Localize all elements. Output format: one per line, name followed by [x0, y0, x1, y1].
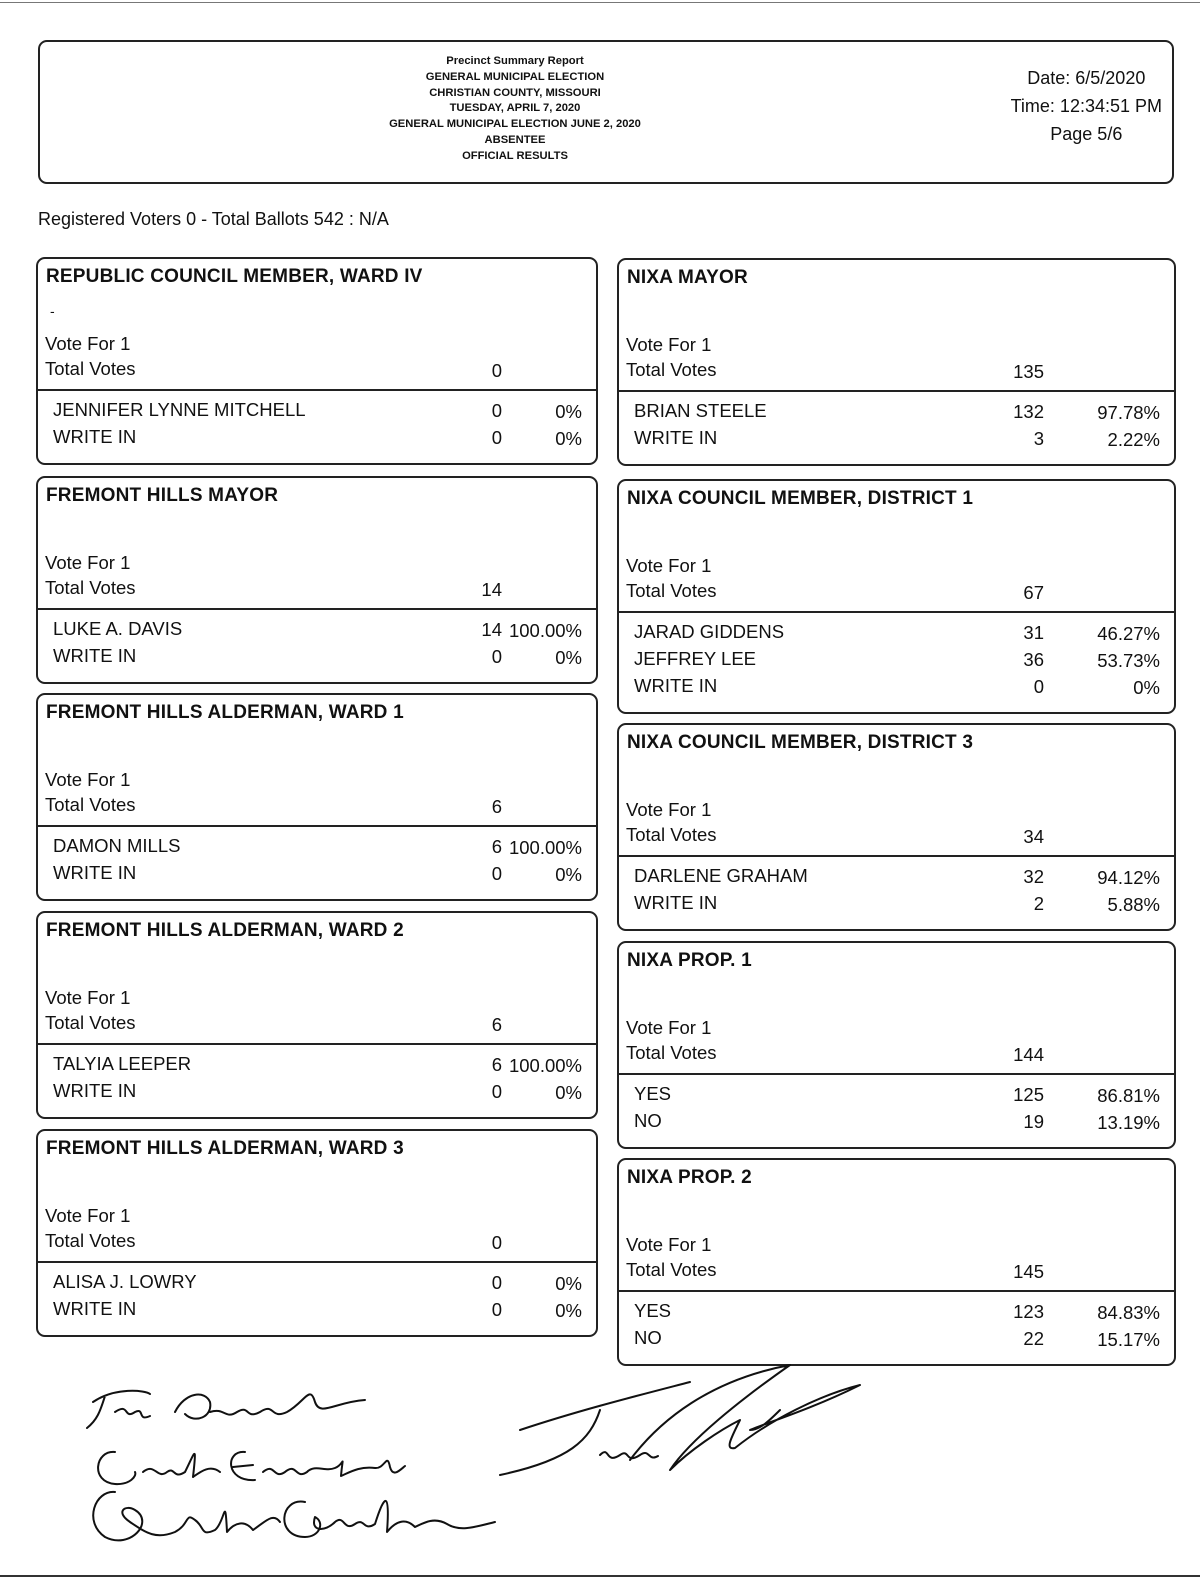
total-votes-label: Total Votes [626, 1259, 717, 1280]
total-votes-label: Total Votes [626, 359, 717, 380]
candidate-votes: 6 [491, 836, 502, 857]
candidate-percent: 13.19% [1097, 1112, 1160, 1133]
candidate-votes: 31 [1023, 622, 1044, 643]
candidate-row [619, 675, 1174, 702]
contest-title: REPUBLIC COUNCIL MEMBER, WARD IV [46, 266, 423, 287]
contest-divider [619, 1073, 1174, 1075]
candidate-name: WRITE IN [53, 645, 137, 666]
candidate-votes: 22 [1023, 1328, 1044, 1349]
candidate-votes: 19 [1023, 1111, 1044, 1132]
report-title-block [340, 54, 690, 165]
candidate-percent: 53.73% [1097, 650, 1160, 671]
total-votes-value: 6 [491, 796, 502, 817]
candidate-votes: 0 [491, 1272, 502, 1293]
candidate-name: TALYIA LEEPER [53, 1053, 192, 1074]
candidate-votes: 0 [491, 1081, 502, 1102]
candidate-percent: 86.81% [1097, 1085, 1160, 1106]
contest-divider [38, 1261, 596, 1263]
total-votes-label: Total Votes [45, 577, 136, 598]
total-votes-label: Total Votes [45, 794, 136, 815]
contest-title: NIXA PROP. 1 [627, 950, 752, 971]
total-votes-label: Total Votes [45, 1230, 136, 1251]
candidate-percent: 0% [555, 1300, 582, 1321]
candidate-name: NO [634, 1110, 662, 1131]
candidate-votes: 3 [1033, 428, 1044, 449]
report-title: Precinct Summary Report [446, 55, 584, 67]
election-name: GENERAL MUNICIPAL ELECTION [425, 70, 605, 83]
contest-note: - [50, 303, 55, 319]
contest-title: FREMONT HILLS ALDERMAN, WARD 1 [46, 702, 404, 723]
signature-lisa-russell [87, 1391, 365, 1428]
candidate-percent: 100.00% [508, 1055, 582, 1076]
candidate-percent: 0% [1133, 677, 1160, 698]
contest-title: FREMONT HILLS ALDERMAN, WARD 2 [46, 920, 404, 941]
total-votes-value: 135 [1013, 361, 1044, 382]
candidate-percent: 0% [555, 428, 582, 449]
candidate-name: DARLENE GRAHAM [634, 865, 808, 886]
contest-box [617, 258, 1176, 466]
candidate-votes: 2 [1033, 893, 1044, 914]
contest-divider [38, 1043, 596, 1045]
vote-for-label: Vote For 1 [45, 987, 131, 1008]
results-status: OFFICIAL RESULTS [462, 149, 568, 162]
candidate-row [619, 648, 1174, 675]
vote-for-label: Vote For 1 [45, 552, 131, 573]
page-top-rule [0, 2, 1200, 3]
candidate-votes: 123 [1013, 1301, 1044, 1322]
candidate-percent: 0% [555, 1082, 582, 1103]
candidate-row [38, 645, 596, 672]
candidate-row [619, 1300, 1174, 1327]
total-votes-label: Total Votes [45, 358, 136, 379]
candidate-percent: 94.12% [1097, 867, 1160, 888]
signature-robbin-gnichan [93, 1492, 495, 1540]
total-votes-value: 14 [481, 579, 502, 600]
candidate-name: WRITE IN [53, 426, 137, 447]
contest-divider [38, 608, 596, 610]
candidate-name: YES [634, 1300, 672, 1321]
candidate-name: WRITE IN [53, 862, 137, 883]
vote-for-label: Vote For 1 [626, 555, 712, 576]
candidate-percent: 15.17% [1097, 1329, 1160, 1350]
vote-for-label: Vote For 1 [626, 1017, 712, 1038]
total-votes-value: 0 [491, 360, 502, 381]
candidate-name: WRITE IN [53, 1080, 137, 1101]
candidate-percent: 0% [555, 864, 582, 885]
candidate-percent: 0% [555, 647, 582, 668]
page-bottom-rule [0, 1575, 1200, 1577]
county-name: CHRISTIAN COUNTY, MISSOURI [429, 86, 601, 99]
total-votes-value: 34 [1023, 826, 1044, 847]
candidate-name: WRITE IN [53, 1298, 137, 1319]
contest-divider [38, 825, 596, 827]
contest-divider [619, 855, 1174, 857]
total-votes-value: 144 [1013, 1044, 1044, 1065]
contest-divider [619, 611, 1174, 613]
contest-box [617, 941, 1176, 1149]
candidate-votes: 132 [1013, 401, 1044, 422]
candidate-row [38, 1053, 596, 1080]
candidate-percent: 97.78% [1097, 402, 1160, 423]
candidate-percent: 0% [555, 1273, 582, 1294]
candidate-row [619, 427, 1174, 454]
contest-box [36, 1129, 598, 1337]
contest-title: NIXA COUNCIL MEMBER, DISTRICT 3 [627, 732, 974, 753]
candidate-row [619, 1110, 1174, 1137]
total-votes-label: Total Votes [626, 1042, 717, 1063]
candidate-votes: 0 [1033, 676, 1044, 697]
candidate-row [38, 1298, 596, 1325]
vote-for-label: Vote For 1 [45, 333, 131, 354]
candidate-percent: 84.83% [1097, 1302, 1160, 1323]
candidate-votes: 36 [1023, 649, 1044, 670]
vote-for-label: Vote For 1 [626, 1234, 712, 1255]
contest-box [36, 476, 598, 684]
candidate-row [38, 618, 596, 645]
candidate-name: WRITE IN [634, 427, 718, 448]
original-election-date: TUESDAY, APRIL 7, 2020 [449, 102, 581, 115]
candidate-row [619, 865, 1174, 892]
contest-box [617, 723, 1176, 931]
candidate-name: JARAD GIDDENS [634, 621, 785, 642]
candidate-row [38, 1080, 596, 1107]
contest-title: FREMONT HILLS ALDERMAN, WARD 3 [46, 1138, 404, 1159]
candidate-name: NO [634, 1327, 662, 1348]
report-date: Date: 6/5/2020 [1027, 68, 1146, 88]
contest-box [36, 693, 598, 901]
vote-for-label: Vote For 1 [626, 334, 712, 355]
candidate-name: JENNIFER LYNNE MITCHELL [53, 399, 306, 420]
contest-box [617, 479, 1176, 714]
candidate-row [38, 426, 596, 453]
candidate-name: DAMON MILLS [53, 835, 181, 856]
candidate-votes: 0 [491, 646, 502, 667]
contest-box [36, 911, 598, 1119]
candidate-row [38, 399, 596, 426]
candidate-name: WRITE IN [634, 892, 718, 913]
candidate-votes: 6 [491, 1054, 502, 1075]
page-number: Page 5/6 [1050, 124, 1123, 144]
total-votes-value: 0 [491, 1232, 502, 1253]
candidate-votes: 125 [1013, 1084, 1044, 1105]
contest-box [36, 257, 598, 465]
candidate-percent: 100.00% [508, 837, 582, 858]
ballot-summary: Registered Voters 0 - Total Ballots 542 : N/A [38, 209, 389, 229]
contest-divider [38, 389, 596, 391]
candidate-row [619, 1083, 1174, 1110]
candidate-percent: 46.27% [1097, 623, 1160, 644]
candidate-row [619, 1327, 1174, 1354]
total-votes-label: Total Votes [626, 580, 717, 601]
candidate-name: LUKE A. DAVIS [53, 618, 183, 639]
report-header [38, 40, 1174, 184]
candidate-votes: 14 [481, 619, 502, 640]
candidate-votes: 0 [491, 400, 502, 421]
candidate-votes: 0 [491, 427, 502, 448]
vote-for-label: Vote For 1 [626, 799, 712, 820]
signature-carla-eckert [98, 1452, 405, 1484]
candidate-votes: 32 [1023, 866, 1044, 887]
candidate-name: ALISA J. LOWRY [53, 1271, 197, 1292]
candidate-name: JEFFREY LEE [634, 648, 757, 669]
candidate-percent: 5.88% [1107, 894, 1160, 915]
candidate-name: WRITE IN [634, 675, 718, 696]
contest-divider [619, 1290, 1174, 1292]
candidate-row [38, 835, 596, 862]
report-meta [1011, 64, 1162, 148]
candidate-votes: 0 [491, 863, 502, 884]
total-votes-label: Total Votes [626, 824, 717, 845]
candidate-percent: 100.00% [508, 620, 582, 641]
candidate-percent: 0% [555, 401, 582, 422]
total-votes-value: 67 [1023, 582, 1044, 603]
contest-title: NIXA COUNCIL MEMBER, DISTRICT 1 [627, 488, 974, 509]
candidate-name: BRIAN STEELE [634, 400, 767, 421]
signatures-left [75, 1372, 515, 1562]
contest-title: NIXA MAYOR [627, 267, 748, 288]
contest-title: FREMONT HILLS MAYOR [46, 485, 279, 506]
candidate-row [619, 621, 1174, 648]
contest-box [617, 1158, 1176, 1366]
contest-divider [619, 390, 1174, 392]
candidate-row [38, 1271, 596, 1298]
contest-title: NIXA PROP. 2 [627, 1167, 752, 1188]
signature-tom-walls [480, 1360, 870, 1490]
total-votes-value: 145 [1013, 1261, 1044, 1282]
candidate-row [619, 400, 1174, 427]
candidate-name: YES [634, 1083, 672, 1104]
candidate-votes: 0 [491, 1299, 502, 1320]
total-votes-label: Total Votes [45, 1012, 136, 1033]
vote-for-label: Vote For 1 [45, 1205, 131, 1226]
candidate-percent: 2.22% [1107, 429, 1160, 450]
candidate-row [38, 862, 596, 889]
total-votes-value: 6 [491, 1014, 502, 1035]
vote-for-label: Vote For 1 [45, 769, 131, 790]
report-time: Time: 12:34:51 PM [1010, 96, 1162, 116]
ballot-type: ABSENTEE [484, 133, 546, 146]
candidate-row [619, 892, 1174, 919]
rescheduled-election: GENERAL MUNICIPAL ELECTION JUNE 2, 2020 [389, 118, 641, 131]
